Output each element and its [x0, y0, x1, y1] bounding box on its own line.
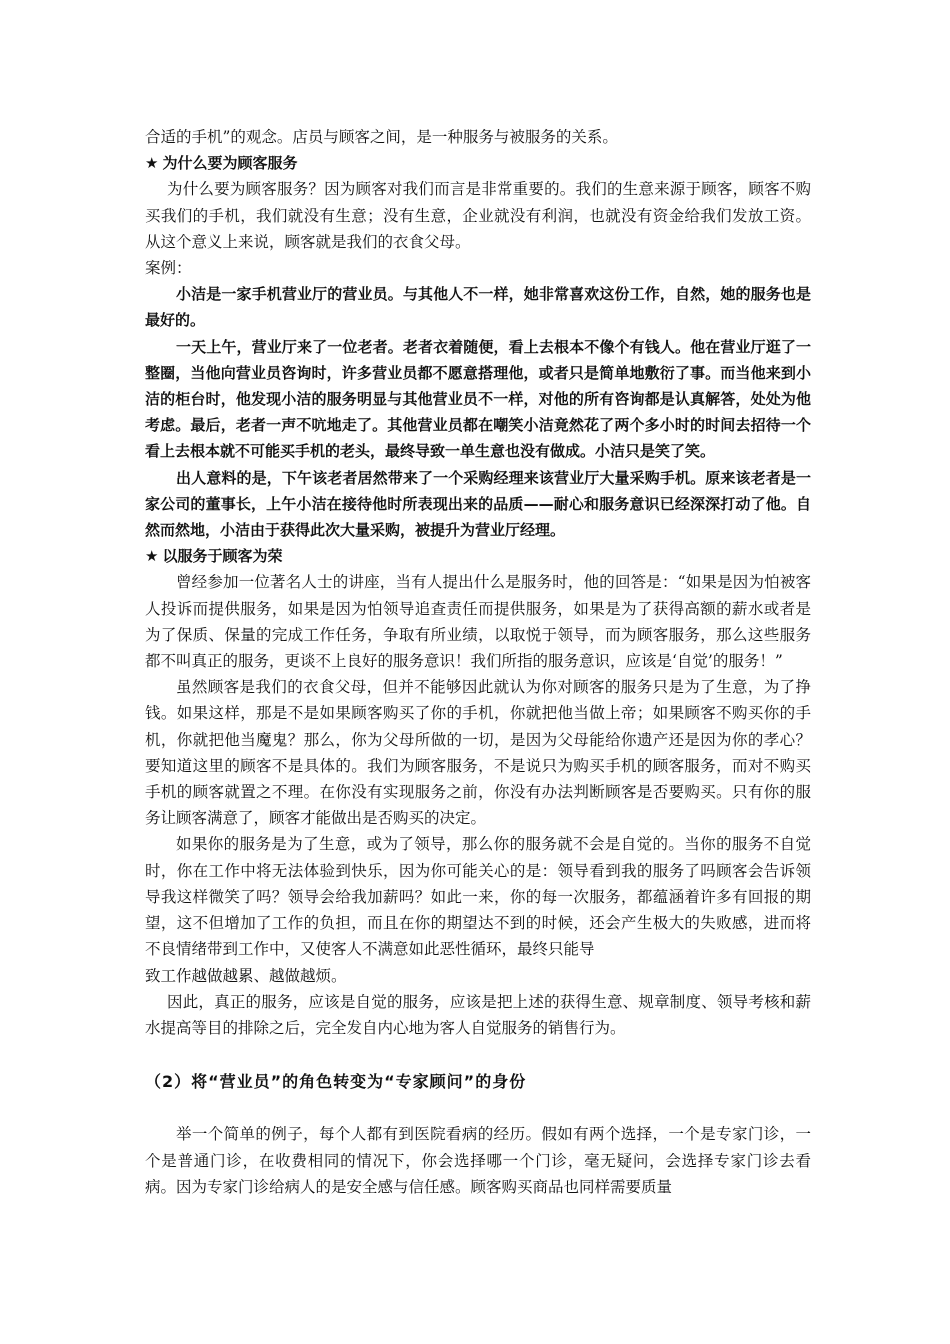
case-paragraph-2: 一天上午，营业厅来了一位老者。老者衣着随便，看上去根本不像个有钱人。他在营业厅逛了一整圈，当他向营业员咨询时，许多营业员都不愿意搭理他，或者只是简单地敷衍了事。而当他来到小洁的柜台时，他发现小洁的服务明显与其他营业员不一样，对他的所有咨询都是认真解答，处处为他考虑。最后，老者一声不吭地走了。其他营业员都在嘲笑小洁竟然花了两个多小时的时间去招待一个看上去根本就不可能买手机的老头，最终导致一单生意也没有做成。小洁只是笑了笑。: [145, 337, 811, 461]
star-icon: ★: [145, 154, 159, 173]
heading-honor: [145, 543, 811, 569]
case-paragraph-1: 小洁是一家手机营业厅的营业员。与其他人不一样，她非常喜欢这份工作，自然，她的服务也是最好的。: [145, 285, 811, 330]
paragraph-honor-3: 如果你的服务是为了生意，或为了领导，那么你的服务就不会是自觉的。当你的服务不自觉时，你在工作中将无法体验到快乐，因为你可能关心的是：领导看到我的服务了吗顾客会告诉领导我这样微笑了吗？领导会给我加薪吗？如此一来，你的每一次服务，都蕴涵着许多有回报的期望，这不但增加了工作的负担，而且在你的期望达不到的时候，还会产生极大的失败感，进而将不良情绪带到工作中，又使客人不满意如此恶性循环，最终只能导: [145, 835, 811, 959]
case-label: 案例：: [145, 259, 192, 278]
paragraph-honor-4: 因此，真正的服务，应该是自觉的服务，应该是把上述的获得生意、规章制度、领导考核和薪水提高等目的排除之后，完全发自内心地为客人自觉服务的销售行为。: [145, 992, 811, 1037]
section-2-heading: （2）将“营业员”的角色转变为“专家顾问”的身份: [145, 1072, 527, 1092]
paragraph-why-serve: 为什么要为顾客服务？因为顾客对我们而言是非常重要的。我们的生意来源于顾客，顾客不购买我们的手机，我们就没有生意；没有生意，企业就没有利润，也就没有资金给我们发放工资。从这个意义上来说，顾客就是我们的衣食父母。: [145, 180, 811, 251]
case-paragraph-3: 出人意料的是，下午该老者居然带来了一个采购经理来该营业厅大量采购手机。原来该老者是一家公司的董事长，上午小洁在接待他时所表现出来的品质——耐心和服务意识已经深深打动了他。自然而然地，小洁由于获得此次大量采购，被提升为营业厅经理。: [145, 468, 811, 540]
intro-continuation: 合适的手机”的观念。店员与顾客之间，是一种服务与被服务的关系。: [145, 128, 618, 146]
star-icon: ★: [145, 547, 159, 566]
document-body: [145, 124, 811, 1200]
paragraph-honor-1: 曾经参加一位著名人士的讲座，当有人提出什么是服务时，他的回答是：“如果是因为怕被客人投诉而提供服务，如果是因为怕领导追查责任而提供服务，如果是为了获得高额的薪水或者是为了保质、保量的完成工作任务，争取有所业绩，以取悦于领导，而为顾客服务，那么这些服务都不叫真正的服务，更谈不上良好的服务意识！我们所指的服务意识，应该是‘自觉’的服务！”: [145, 573, 811, 671]
paragraph-honor-3-continuation: 致工作越做越累、越做越烦。: [145, 966, 347, 985]
heading-why-serve-text: 为什么要为顾客服务: [162, 154, 298, 173]
heading-honor-text: 以服务于顾客为荣: [162, 547, 283, 566]
paragraph-section-2: 举一个简单的例子，每个人都有到医院看病的经历。假如有两个选择，一个是专家门诊，一个是普通门诊，在收费相同的情况下，你会选择哪一个门诊，毫无疑问，会选择专家门诊去看病。因为专家门诊给病人的是安全感与信任感。顾客购买商品也同样需要质量: [145, 1125, 811, 1196]
heading-why-serve: [145, 150, 811, 176]
paragraph-honor-2: 虽然顾客是我们的衣食父母，但并不能够因此就认为你对顾客的服务只是为了生意，为了挣钱。如果这样，那是不是如果顾客购买了你的手机，你就把他当做上帝；如果顾客不购买你的手机，你就把他当魔鬼？那么，你为父母所做的一切，是因为父母能给你遗产还是因为你的孝心？要知道这里的顾客不是具体的。我们为顾客服务，不是说只为购买手机的顾客服务，而对不购买手机的顾客就置之不理。在你没有实现服务之前，你没有办法判断顾客是否要购买。只有你的服务让顾客满意了，顾客才能做出是否购买的决定。: [145, 678, 811, 828]
